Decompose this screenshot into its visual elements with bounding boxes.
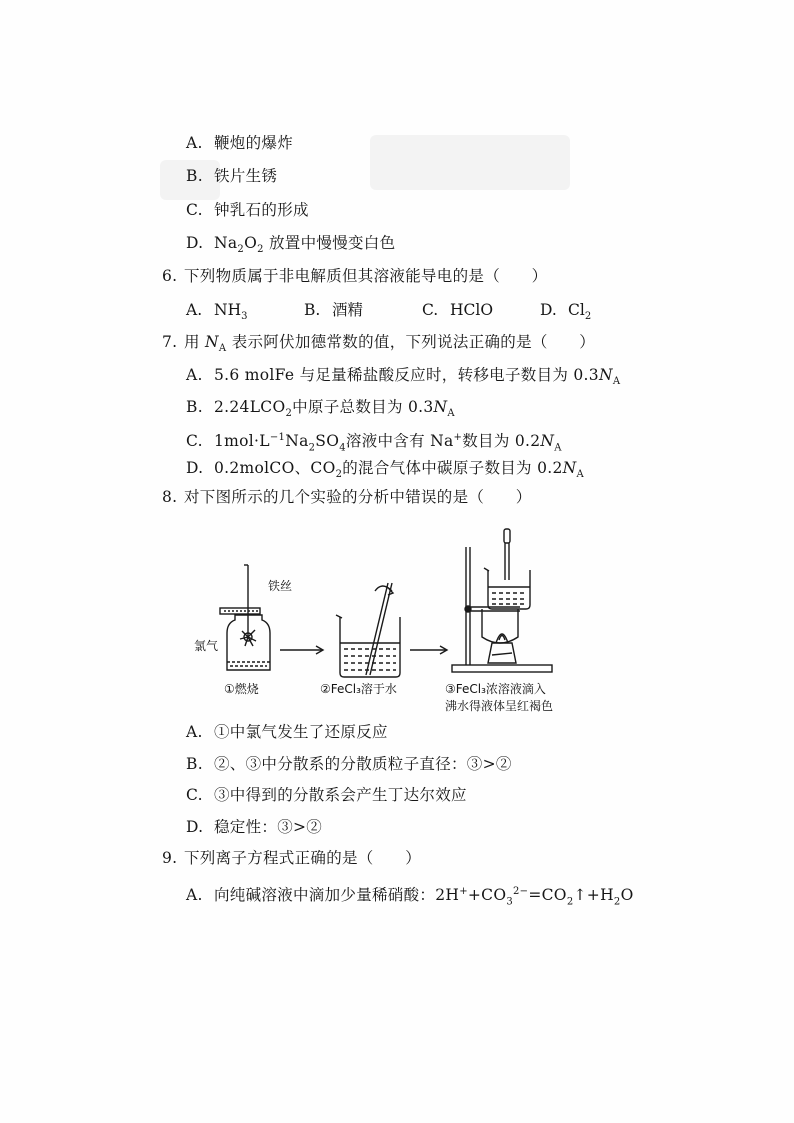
- q5-option-d: [186, 233, 395, 260]
- experiment-figure: [170, 525, 600, 715]
- q8-option-d: D. 稳定性：③>②: [186, 818, 323, 836]
- question-text: 对下图所示的几个实验的分析中错误的是（ ）: [184, 488, 532, 506]
- question-number: 8.: [162, 488, 178, 506]
- q6-options: [186, 300, 606, 322]
- caption-dissolve: ②FeCl₃溶于水: [320, 682, 397, 696]
- question-text: 下列物质属于非电解质但其溶液能导电的是（ ）: [184, 267, 548, 285]
- scan-smudge: [370, 135, 570, 190]
- q7-stem: 7. 用 $N_A$ 表示阿伏加德常数的值，下列说法正确的是（ ）: [162, 333, 596, 355]
- question-text: 下列离子方程式正确的是（ ）: [184, 849, 422, 867]
- question-text: 表示阿伏加德常数的值，下列说法正确的是（ ）: [231, 333, 596, 351]
- q5-option-c: [186, 200, 309, 220]
- q9-stem: [162, 848, 421, 868]
- option-label: B.: [186, 167, 203, 185]
- option-text: 鞭炮的爆炸: [214, 134, 294, 152]
- beaker-apparatus: [336, 583, 400, 677]
- q8-option-b: B. ②、③中分散系的分散质粒子直径：③>②: [186, 755, 512, 773]
- option-label: A.: [186, 134, 203, 152]
- option-text: 铁片生锈: [214, 167, 278, 185]
- option-label: D.: [186, 234, 204, 252]
- chlorine-label: 氯气: [194, 639, 219, 653]
- q8-option-c: C. ③中得到的分散系会产生丁达尔效应: [186, 786, 467, 804]
- q8-stem: [162, 487, 532, 507]
- q7-option-b: B. $2.24LCO_2$中原子总数目为 $0.3N_A$: [186, 398, 455, 420]
- iron-wire-label: 铁丝: [268, 579, 293, 593]
- caption-colloid-line2: 沸水得液体呈红褐色: [445, 699, 554, 713]
- option-text: 钟乳石的形成: [214, 201, 309, 219]
- q6-option-c: C. HClO: [422, 301, 494, 319]
- question-number: 9.: [162, 849, 178, 867]
- option-text: 放置中慢慢变白色: [269, 234, 396, 252]
- q7-option-c: C. $1mol\cdot L^{-1}Na_2SO_4$溶液中含有 Na+数目为 $0.2N_A$: [186, 432, 562, 454]
- q6-option-d: D. $Cl_2$: [540, 301, 592, 323]
- question-number: 6.: [162, 267, 178, 285]
- formula: $Na_2O_2$: [214, 234, 264, 256]
- q6-option-b: B. 酒精: [304, 301, 364, 319]
- caption-colloid-line1: ③FeCl₃浓溶液滴入: [445, 682, 546, 696]
- q6-option-a: A. $NH_3$: [186, 301, 248, 323]
- q6-stem: [162, 266, 547, 286]
- q9-option-a: A. 向纯碱溶液中滴加少量稀硝酸：$2H^++CO_3^{2-}=CO_2↑+H_2O$: [186, 886, 634, 908]
- q7-option-a: A. 5.6 molFe 与足量稀盐酸反应时，转移电子数目为 $0.3N_A$: [186, 366, 621, 388]
- heating-apparatus: [452, 529, 552, 672]
- gas-jar-apparatus: [220, 565, 270, 670]
- caption-burning: ①燃烧: [224, 682, 259, 696]
- question-number: 7.: [162, 333, 178, 351]
- option-label: C.: [186, 201, 203, 219]
- q5-option-a: [186, 133, 293, 153]
- q8-option-a: A. ①中氯气发生了还原反应: [186, 723, 388, 741]
- q5-option-b: [186, 166, 277, 186]
- q7-option-d: D. 0.2molCO、$CO_2$的混合气体中碳原子数目为 $0.2N_A$: [186, 459, 585, 481]
